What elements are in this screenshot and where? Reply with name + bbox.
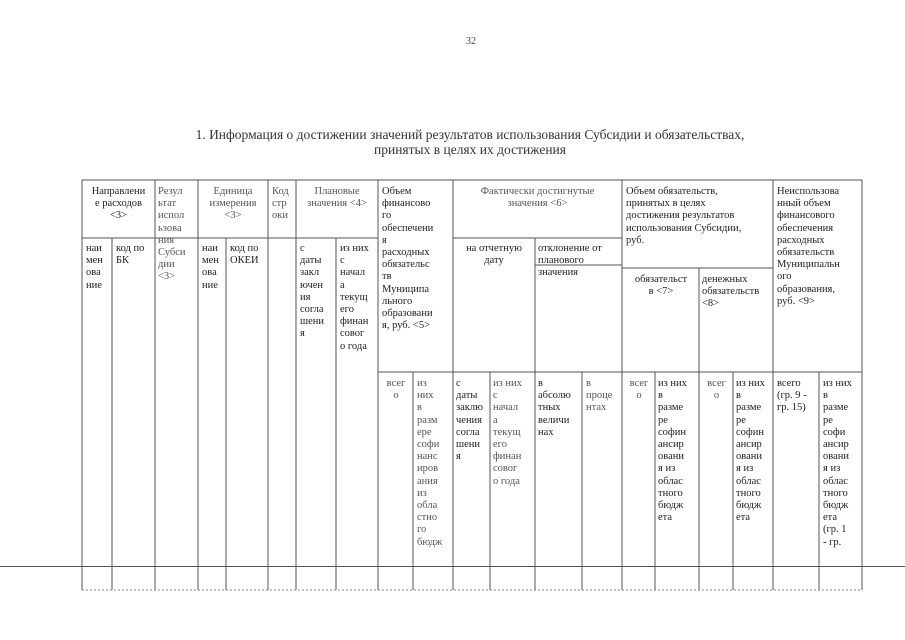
header-vsego-gr: всего (гр. 9 - гр. 15) [777, 378, 807, 414]
header-edinica: Единица измерения <3> [209, 186, 257, 222]
header-iz-nih-4: из них в разме ре софи ансир овани я из облас тного бюдж ета (гр. 1 - гр. [823, 378, 852, 548]
header-fakt: Фактически достигнутые значения <6> [480, 186, 595, 210]
header-neispolzovannyj: Неиспользова нный объем финансового обеспечения расходных обязательств Муниципальн ого образования, руб. <9> [777, 186, 840, 307]
header-naimenovanie: наи мен ова ние [86, 243, 103, 291]
header-rezultat: Резул ьтат испол ьзова ния Субси дии <3> [158, 186, 186, 283]
header-kod-stroki: Код стр оки [272, 186, 289, 222]
page-number: 32 [466, 36, 476, 47]
header-napravlenie: Направлени е расходов <3> [91, 186, 146, 222]
header-obyazatelstv: обязательст в <7> [634, 274, 688, 298]
title-text: 1. Информация о достижении значений результатов использования Субсидии и обязательствах, принятых в целях их достижения [195, 127, 745, 157]
header-planovye: Плановые значения <4> [307, 186, 367, 210]
header-fakt-s-daty: с даты заклю чения согла шени я [456, 378, 483, 463]
header-denezhnyh: денежных обязательств <8> [702, 274, 760, 310]
header-iz-nih-3: из них в разме ре софин ансир овани я из облас тного бюдж ета [736, 378, 765, 524]
header-v-absolyutnyh: в абсолю тных величи нах [538, 378, 571, 438]
header-otklonenie: отклонение от планового значения [538, 243, 602, 279]
header-kod-okei: код по ОКЕИ [230, 243, 259, 267]
header-iz-nih-razmere: из них в разм ере софи нанс иров ания из обла стно го бюдж [417, 378, 443, 548]
header-vsego-3: всег о [707, 378, 726, 402]
header-iz-nih-nachala: из них с начал а текущ его финан совог о года [340, 243, 369, 352]
header-na-otchetnuyu: на отчетную дату [466, 243, 522, 267]
page-fold-line [0, 566, 905, 567]
header-obem-obyazatelstv: Объем обязательств, принятых в целях достижения результатов использования Субсидии, руб. [626, 186, 742, 246]
header-s-daty: с даты закл ючен ия согла шени я [300, 243, 324, 340]
header-ed-naimenovanie: наи мен ова ние [202, 243, 219, 291]
header-fakt-iz-nih: из них с начал а текущ его финан совог о года [493, 378, 522, 487]
header-vsego-1: всег о [386, 378, 406, 402]
header-v-procentah: в проце нтах [586, 378, 613, 414]
header-kod-bk: код по БК [116, 243, 145, 267]
header-vsego-2: всег о [629, 378, 649, 402]
header-iz-nih-2: из них в разме ре софин ансир овани я из облас тного бюдж ета [658, 378, 687, 524]
header-obem-finansovogo: Объем финансово го обеспечени я расходных обязательс тв Муниципа льного образовани я, руб. <5> [382, 186, 434, 332]
